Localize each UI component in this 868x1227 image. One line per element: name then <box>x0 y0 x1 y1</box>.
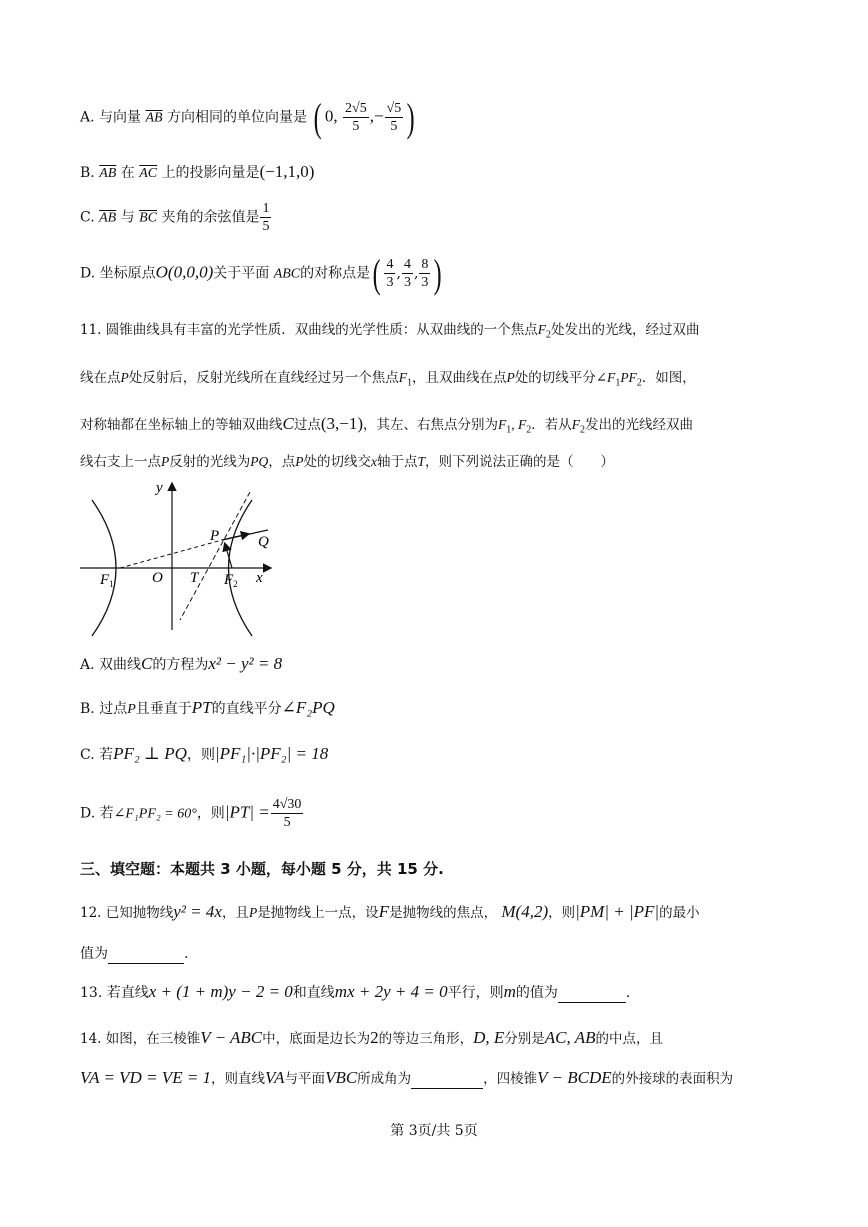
q12-answer-blank[interactable] <box>108 947 184 964</box>
q11-line-1: 11. 圆锥曲线具有丰富的光学性质．双曲线的光学性质：从双曲线的一个焦点$F_2$处发出的光线，经过双曲 <box>80 322 700 341</box>
tangent-line <box>180 492 250 620</box>
q14-line-1: 14. 如图，在三棱锥V − ABC中，底面是边长为2的等边三角形，D, E分别是AC, AB的中点，且 <box>80 1028 663 1047</box>
q11-line-2: 线在点P处反射后，反射光线所在直线经过另一个焦点$F_1$，且双曲线在点P处的切线平分$\angle F_1PF_2$．如图， <box>80 370 696 389</box>
hyperbola-figure <box>80 478 280 638</box>
vector-ab: $\overline{AB}$ <box>145 110 163 126</box>
label-f1: $F_1$ <box>100 572 114 589</box>
label-f2: $F_2$ <box>224 572 238 589</box>
label-y: y <box>156 480 163 496</box>
q12-line-2: 值为 . <box>80 946 189 962</box>
q11-line-3: 对称轴都在坐标轴上的等轴双曲线C过点(3,−1)，其左、右焦点分别为$F_1$, $F_2$．若从$F_2$发出的光线经双曲 <box>80 414 694 436</box>
label-o: O <box>152 570 163 586</box>
page-footer: 第 3页/共 5页 <box>390 1123 478 1139</box>
q14-answer-blank-1[interactable] <box>411 1072 483 1089</box>
section-heading: 三、填空题：本题共 3 小题，每小题 5 分，共 15 分. <box>80 860 444 878</box>
q11-option-a: A. 双曲线C的方程为x² − y² = 8 <box>80 654 283 673</box>
q11-option-c: C. 若PF₂ ⊥ PQ，则|PF₁|·|PF₂| = 18 <box>80 744 329 763</box>
label-p: P <box>210 528 220 544</box>
f1-p-line <box>120 540 222 568</box>
q14-line-2: VA = VD = VE = 1，则直线VA与平面VBC所成角为 ，四棱锥V − BCDE的外接球的表面积为 <box>80 1068 734 1087</box>
q11-option-d: D. 若∠F₁PF₂ = 60°，则|PT| = $\frac{4√30}{5}$ <box>80 797 302 830</box>
label-t: T <box>190 570 199 586</box>
q10-option-c: C. $\overline{AB}$ 与 $\overline{BC}$ 夹角的余弦值是 $\frac{1}{5}$ <box>80 201 270 234</box>
q13-answer-blank[interactable] <box>558 986 626 1003</box>
q11-option-b: B. 过点P且垂直于PT的直线平分∠F₂PQ <box>80 698 335 717</box>
q11-line-4: 线右支上一点P反射的光线为PQ，点P处的切线交x轴于点T，则下列说法正确的是（ ） <box>80 454 615 470</box>
q10-option-d: D. 坐标原点O(0,0,0)关于平面 ABC的对称点是( $\frac{4}{3}$ , $\frac{4}{3}$ , $\frac{8}{3}$ ) <box>80 250 443 296</box>
q10-option-b: B. $\overline{AB}$ 在 $\overline{AC}$ 上的投影向量是(−1,1,0) <box>80 162 315 181</box>
q12-line-1: 12. 已知抛物线y² = 4x，且P是抛物线上一点，设F是抛物线的焦点， M(4,2)，则|PM| + |PF|的最小 <box>80 902 700 921</box>
q10-option-a: A. 与向量 $\overline{AB}$ 方向相同的单位向量是 ( 0, $\frac{2√5}{5}$ ,− $\frac{√5}{5}$ ) <box>80 94 415 140</box>
label-q: Q <box>258 534 269 550</box>
q13-line: 13. 若直线x + (1 + m)y − 2 = 0和直线mx + 2y + 4 = 0平行，则m的值为 . <box>80 982 631 1001</box>
label-x: x <box>256 570 263 586</box>
